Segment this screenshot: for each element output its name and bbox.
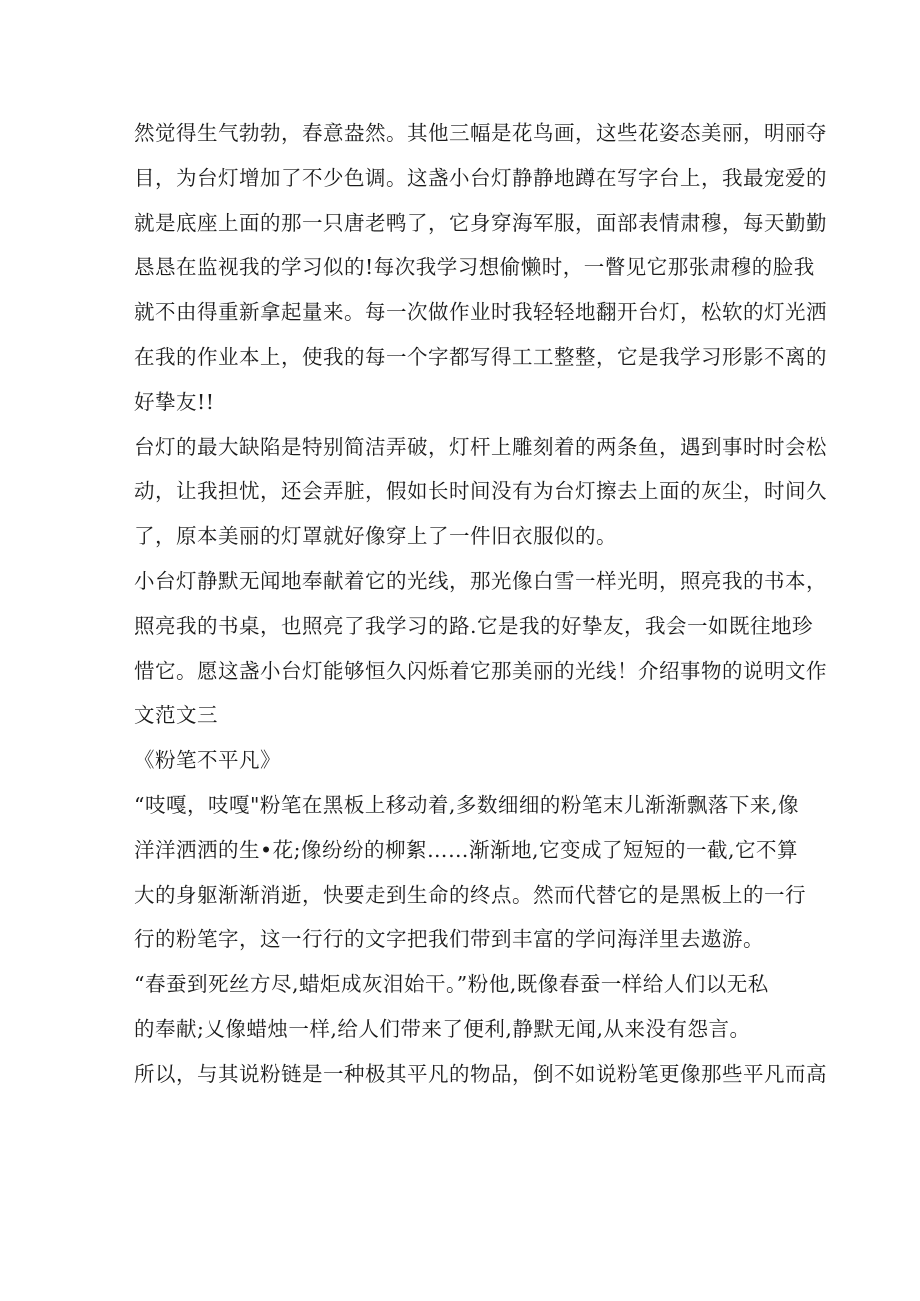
text-line: “吱嘎，吱嘎"粉笔在黑板上移动着,多数细细的粉笔末儿渐渐飘落下来,像 bbox=[134, 792, 799, 817]
text-line: 然觉得生气勃勃，春意盎然。其他三幅是花鸟画，这些花姿态美丽，明丽夺 bbox=[134, 121, 827, 145]
text-line: 在我的作业本上，使我的每一个字都写得工工整整，它是我学习形影不离的 bbox=[134, 344, 827, 369]
text-line: 所以，与其说粉链是一种极其平凡的物品，倒不如说粉笔更像那些平凡而高 bbox=[134, 1061, 827, 1086]
text-line: 照亮我的书桌，也照亮了我学习的路.它是我的好挚友，我会一如既往地珍 bbox=[134, 613, 814, 638]
text-line: 目，为台灯增加了不少色调。这盏小台灯静静地蹲在写字台上，我最宠爱的 bbox=[134, 165, 827, 190]
text-line: 小台灯静默无闻地奉献着它的光线，那光像白雪一样光明，照亮我的书本， bbox=[134, 568, 827, 593]
text-line: 大的身躯渐渐消逝，快要走到生命的终点。然而代替它的是黑板上的一行 bbox=[134, 882, 806, 907]
text-line: 恳恳在监视我的学习似的!每次我学习想偷懒时，一瞥见它那张肃穆的脸我 bbox=[134, 255, 815, 280]
document-body bbox=[134, 111, 827, 1097]
text-line: 洋洋洒洒的生•花;像纷纷的柳絮……渐渐地,它变成了短短的一截,它不算 bbox=[134, 837, 799, 862]
text-line: 好挚友!! bbox=[134, 389, 215, 414]
essay-title: 《粉笔不平凡》 bbox=[134, 748, 281, 773]
text-line: 了，原本美丽的灯罩就好像穿上了一件旧衣服似的。 bbox=[134, 524, 617, 549]
text-line: 动，让我担忧，还会弄脏，假如长时间没有为台灯擦去上面的灰尘，时间久 bbox=[134, 479, 827, 504]
text-line: 就不由得重新拿起量来。每一次做作业时我轻轻地翻开台灯，松软的灯光洒 bbox=[134, 300, 827, 325]
text-line: 惜它。愿这盏小台灯能够恒久闪烁着它那美丽的光线！介绍事物的说明文作 bbox=[134, 658, 827, 683]
text-line: 的奉献;乂像蜡烛一样,给人们带来了便利,静默无闻,从来没有怨言。 bbox=[134, 1016, 751, 1041]
text-line: 就是底座上面的那一只唐老鸭了，它身穿海军服，面部表情肃穆，每天勤勤 bbox=[134, 210, 827, 235]
text-line: 行的粉笔字，这一行行的文字把我们带到丰富的学问海洋里去遨游。 bbox=[134, 927, 764, 952]
text-line: 文范文三 bbox=[134, 703, 218, 728]
text-line: “春蚕到死丝方尽,蜡炬成灰泪始干。”粉他,既像春蚕一样给人们以无私 bbox=[134, 972, 769, 997]
text-line: 台灯的最大缺陷是特别简洁弄破，灯杆上雕刻着的两条鱼，遇到事时时会松 bbox=[134, 434, 827, 459]
